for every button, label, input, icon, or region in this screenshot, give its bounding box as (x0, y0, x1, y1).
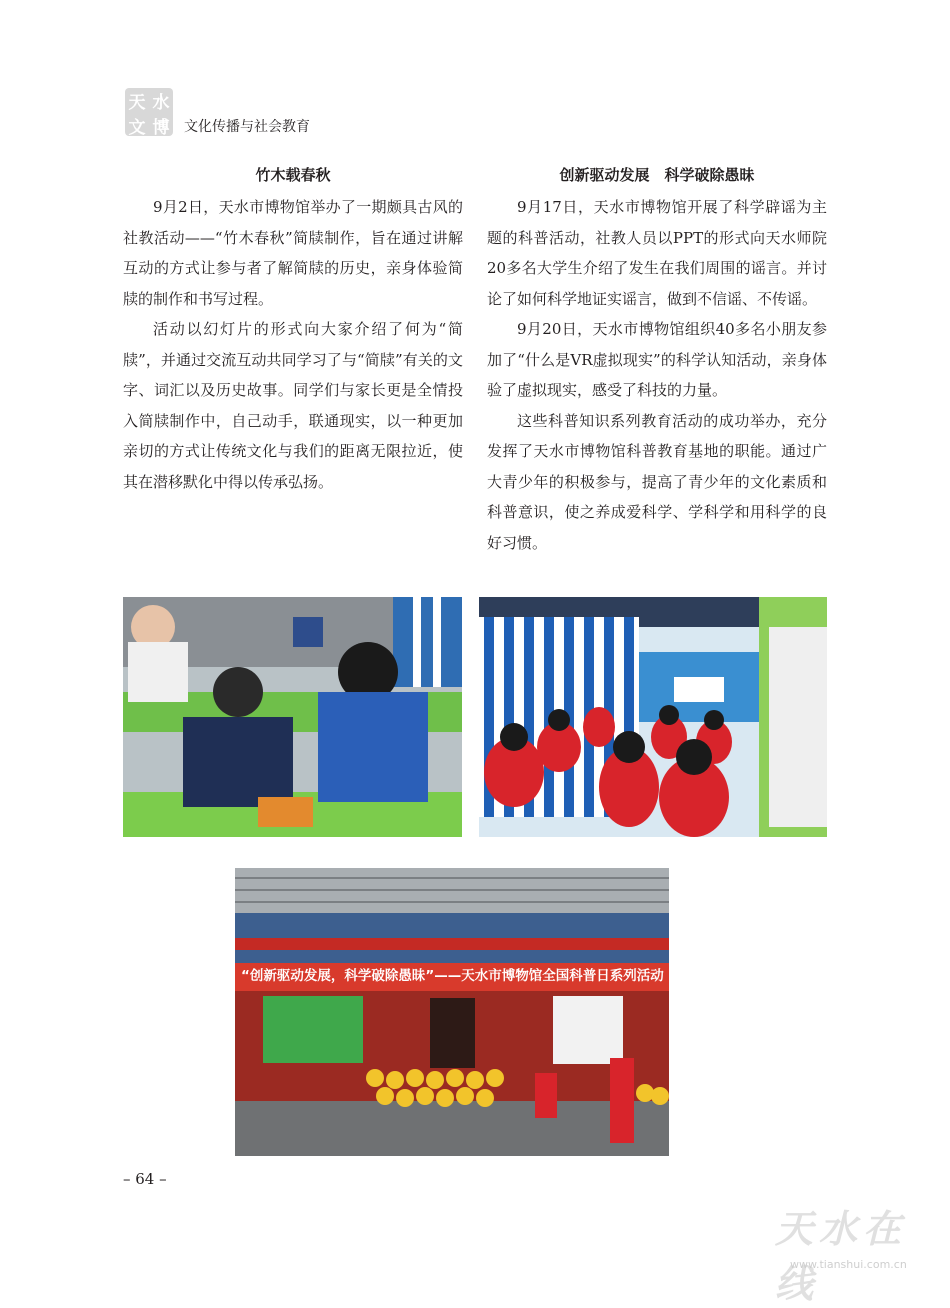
magazine-logo (125, 88, 173, 136)
left-article-paragraph: 9月2日，天水市博物馆举办了一期颇具古风的社教活动——“竹木春秋”简牍制作，旨在通过讲解互动的方式让参与者了解简牍的历史，亲身体验简牍的制作和书写过程。 (123, 198, 463, 308)
logo-char: 水 (152, 93, 170, 113)
right-article-paragraph: 这些科普知识系列教育活动的成功举办，充分发挥了天水市博物馆科普教育基地的职能。通过广大青少年的积极参与，提高了青少年的文化素质和科普意识，使之养成爱科学、学科学和用科学的良好习惯。 (487, 411, 827, 552)
logo-char: 文 (128, 118, 146, 138)
museum-group-photo (235, 868, 669, 1156)
watermark-url: www.tianshui.com.cn (790, 1258, 907, 1271)
right-article-title: 创新驱动发展 科学破除愚昧 (559, 166, 755, 184)
right-article (487, 160, 827, 558)
right-article-paragraph: 9月20日，天水市博物馆组织40多名小朋友参加了“什么是VR虚拟现实”的科学认知活动，亲身体验了虚拟现实，感受了科技的力量。 (487, 320, 827, 399)
section-label: 文化传播与社会教育 (184, 119, 310, 135)
bamboo-slip-workshop-photo (123, 597, 462, 837)
left-article-title: 竹木载春秋 (255, 166, 331, 184)
logo-char: 博 (152, 118, 170, 138)
left-article-paragraph: 活动以幻灯片的形式向大家介绍了何为“简牍”，并通过交流互动共同学习了与“简牍”有关的文字、词汇以及历史故事。同学们与家长更是全情投入简牍制作中，自己动手，联通现实，以一种更加亲切的方式让传统文化与我们的距离无限拉近，使其在潜移默化中得以传承弘扬。 (123, 320, 463, 491)
page-number: – 64 – (123, 1170, 167, 1188)
activity-banner: “创新驱动发展，科学破除愚昧”——天水市博物馆全国科普日系列活动 (241, 968, 664, 984)
left-article (123, 160, 463, 497)
watermark-logo: 天水在线 (775, 1207, 908, 1306)
vr-classroom-photo (479, 597, 827, 837)
right-article-paragraph: 9月17日，天水市博物馆开展了科学辟谣为主题的科普活动，社教人员以PPT的形式向天水师院20多名大学生介绍了发生在我们周围的谣言。并讨论了如何科学地证实谣言，做到不信谣、不传谣。 (487, 198, 827, 308)
logo-char: 天 (128, 93, 146, 113)
